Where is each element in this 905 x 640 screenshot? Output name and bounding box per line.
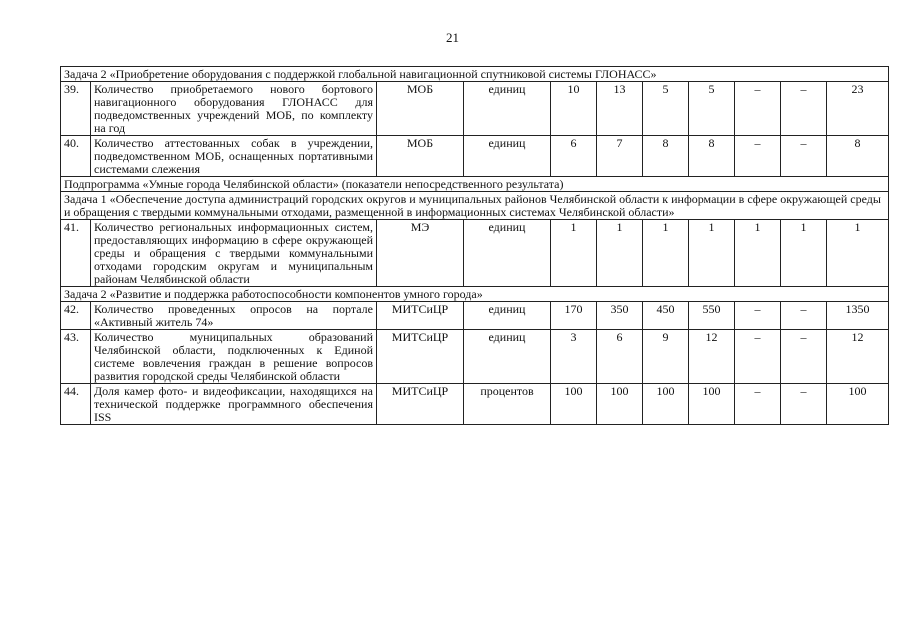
year-value: 13 <box>597 82 643 136</box>
responsible-org: МИТСиЦР <box>377 330 464 384</box>
unit-of-measure: единиц <box>464 220 551 287</box>
total-value: 1350 <box>827 302 889 330</box>
indicator-name: Количество региональных информационных систем, предоставляющих информацию в сфере окружающей среды и обращения с твердыми коммунальными отходами городским округам и муниципальным районам Челябинской области <box>91 220 377 287</box>
indicator-name: Количество проведенных опросов на портале «Активный житель 74» <box>91 302 377 330</box>
year-value: 8 <box>689 136 735 177</box>
year-value: 9 <box>643 330 689 384</box>
year-value: 100 <box>643 384 689 425</box>
row-number: 39. <box>61 82 91 136</box>
responsible-org: МЭ <box>377 220 464 287</box>
unit-of-measure: процентов <box>464 384 551 425</box>
unit-of-measure: единиц <box>464 330 551 384</box>
year-value: 100 <box>551 384 597 425</box>
indicator-name: Доля камер фото- и видеофиксации, находящихся на технической поддержке программного обеспечения ISS <box>91 384 377 425</box>
total-value: 100 <box>827 384 889 425</box>
indicator-name: Количество аттестованных собак в учреждении, подведомственном МОБ, оснащенных портативными системами слежения <box>91 136 377 177</box>
year-value: 550 <box>689 302 735 330</box>
year-value: 10 <box>551 82 597 136</box>
year-value: 1 <box>643 220 689 287</box>
section-header-row <box>61 192 889 220</box>
year-value: – <box>735 330 781 384</box>
year-value: – <box>781 136 827 177</box>
row-number: 43. <box>61 330 91 384</box>
year-value: – <box>781 302 827 330</box>
row-number: 40. <box>61 136 91 177</box>
section-header-row <box>61 177 889 192</box>
page-number: 21 <box>446 30 459 45</box>
year-value: – <box>735 82 781 136</box>
year-value: 12 <box>689 330 735 384</box>
year-value: – <box>781 330 827 384</box>
year-value: 6 <box>597 330 643 384</box>
year-value: – <box>781 82 827 136</box>
total-value: 12 <box>827 330 889 384</box>
responsible-org: МОБ <box>377 82 464 136</box>
year-value: 1 <box>735 220 781 287</box>
year-value: 1 <box>689 220 735 287</box>
table-row <box>61 82 889 136</box>
year-value: 100 <box>689 384 735 425</box>
year-value: 350 <box>597 302 643 330</box>
year-value: 450 <box>643 302 689 330</box>
year-value: 1 <box>781 220 827 287</box>
indicators-table <box>60 66 889 425</box>
total-value: 1 <box>827 220 889 287</box>
year-value: – <box>781 384 827 425</box>
section-title: Задача 2 «Приобретение оборудования с поддержкой глобальной навигационной спутниковой системы ГЛОНАСС» <box>61 67 889 82</box>
indicator-name: Количество муниципальных образований Челябинской области, подключенных к Единой системе вовлечения граждан в решение вопросов развития городской среды Челябинской области <box>91 330 377 384</box>
section-header-row <box>61 67 889 82</box>
table-row <box>61 220 889 287</box>
indicator-name: Количество приобретаемого нового бортового навигационного оборудования ГЛОНАСС для подведомственных учреждений МОБ, по комплекту на год <box>91 82 377 136</box>
total-value: 23 <box>827 82 889 136</box>
year-value: – <box>735 302 781 330</box>
year-value: 5 <box>689 82 735 136</box>
table-row <box>61 330 889 384</box>
section-title: Задача 1 «Обеспечение доступа администраций городских округов и муниципальных районов Челябинской области к информации в сфере окружающей среды и обращения с твердыми коммунальными отходами, размещенной в информационных системах Челябинской области» <box>61 192 889 220</box>
table-row <box>61 384 889 425</box>
year-value: 1 <box>551 220 597 287</box>
year-value: 5 <box>643 82 689 136</box>
section-title: Задача 2 «Развитие и поддержка работоспособности компонентов умного города» <box>61 287 889 302</box>
section-header-row <box>61 287 889 302</box>
responsible-org: МОБ <box>377 136 464 177</box>
table-row <box>61 302 889 330</box>
section-title: Подпрограмма «Умные города Челябинской области» (показатели непосредственного результата) <box>61 177 889 192</box>
responsible-org: МИТСиЦР <box>377 302 464 330</box>
table-row <box>61 136 889 177</box>
unit-of-measure: единиц <box>464 82 551 136</box>
year-value: 170 <box>551 302 597 330</box>
year-value: 8 <box>643 136 689 177</box>
year-value: – <box>735 136 781 177</box>
year-value: 1 <box>597 220 643 287</box>
year-value: 6 <box>551 136 597 177</box>
row-number: 42. <box>61 302 91 330</box>
year-value: 100 <box>597 384 643 425</box>
unit-of-measure: единиц <box>464 136 551 177</box>
total-value: 8 <box>827 136 889 177</box>
year-value: – <box>735 384 781 425</box>
row-number: 44. <box>61 384 91 425</box>
unit-of-measure: единиц <box>464 302 551 330</box>
year-value: 7 <box>597 136 643 177</box>
responsible-org: МИТСиЦР <box>377 384 464 425</box>
row-number: 41. <box>61 220 91 287</box>
year-value: 3 <box>551 330 597 384</box>
